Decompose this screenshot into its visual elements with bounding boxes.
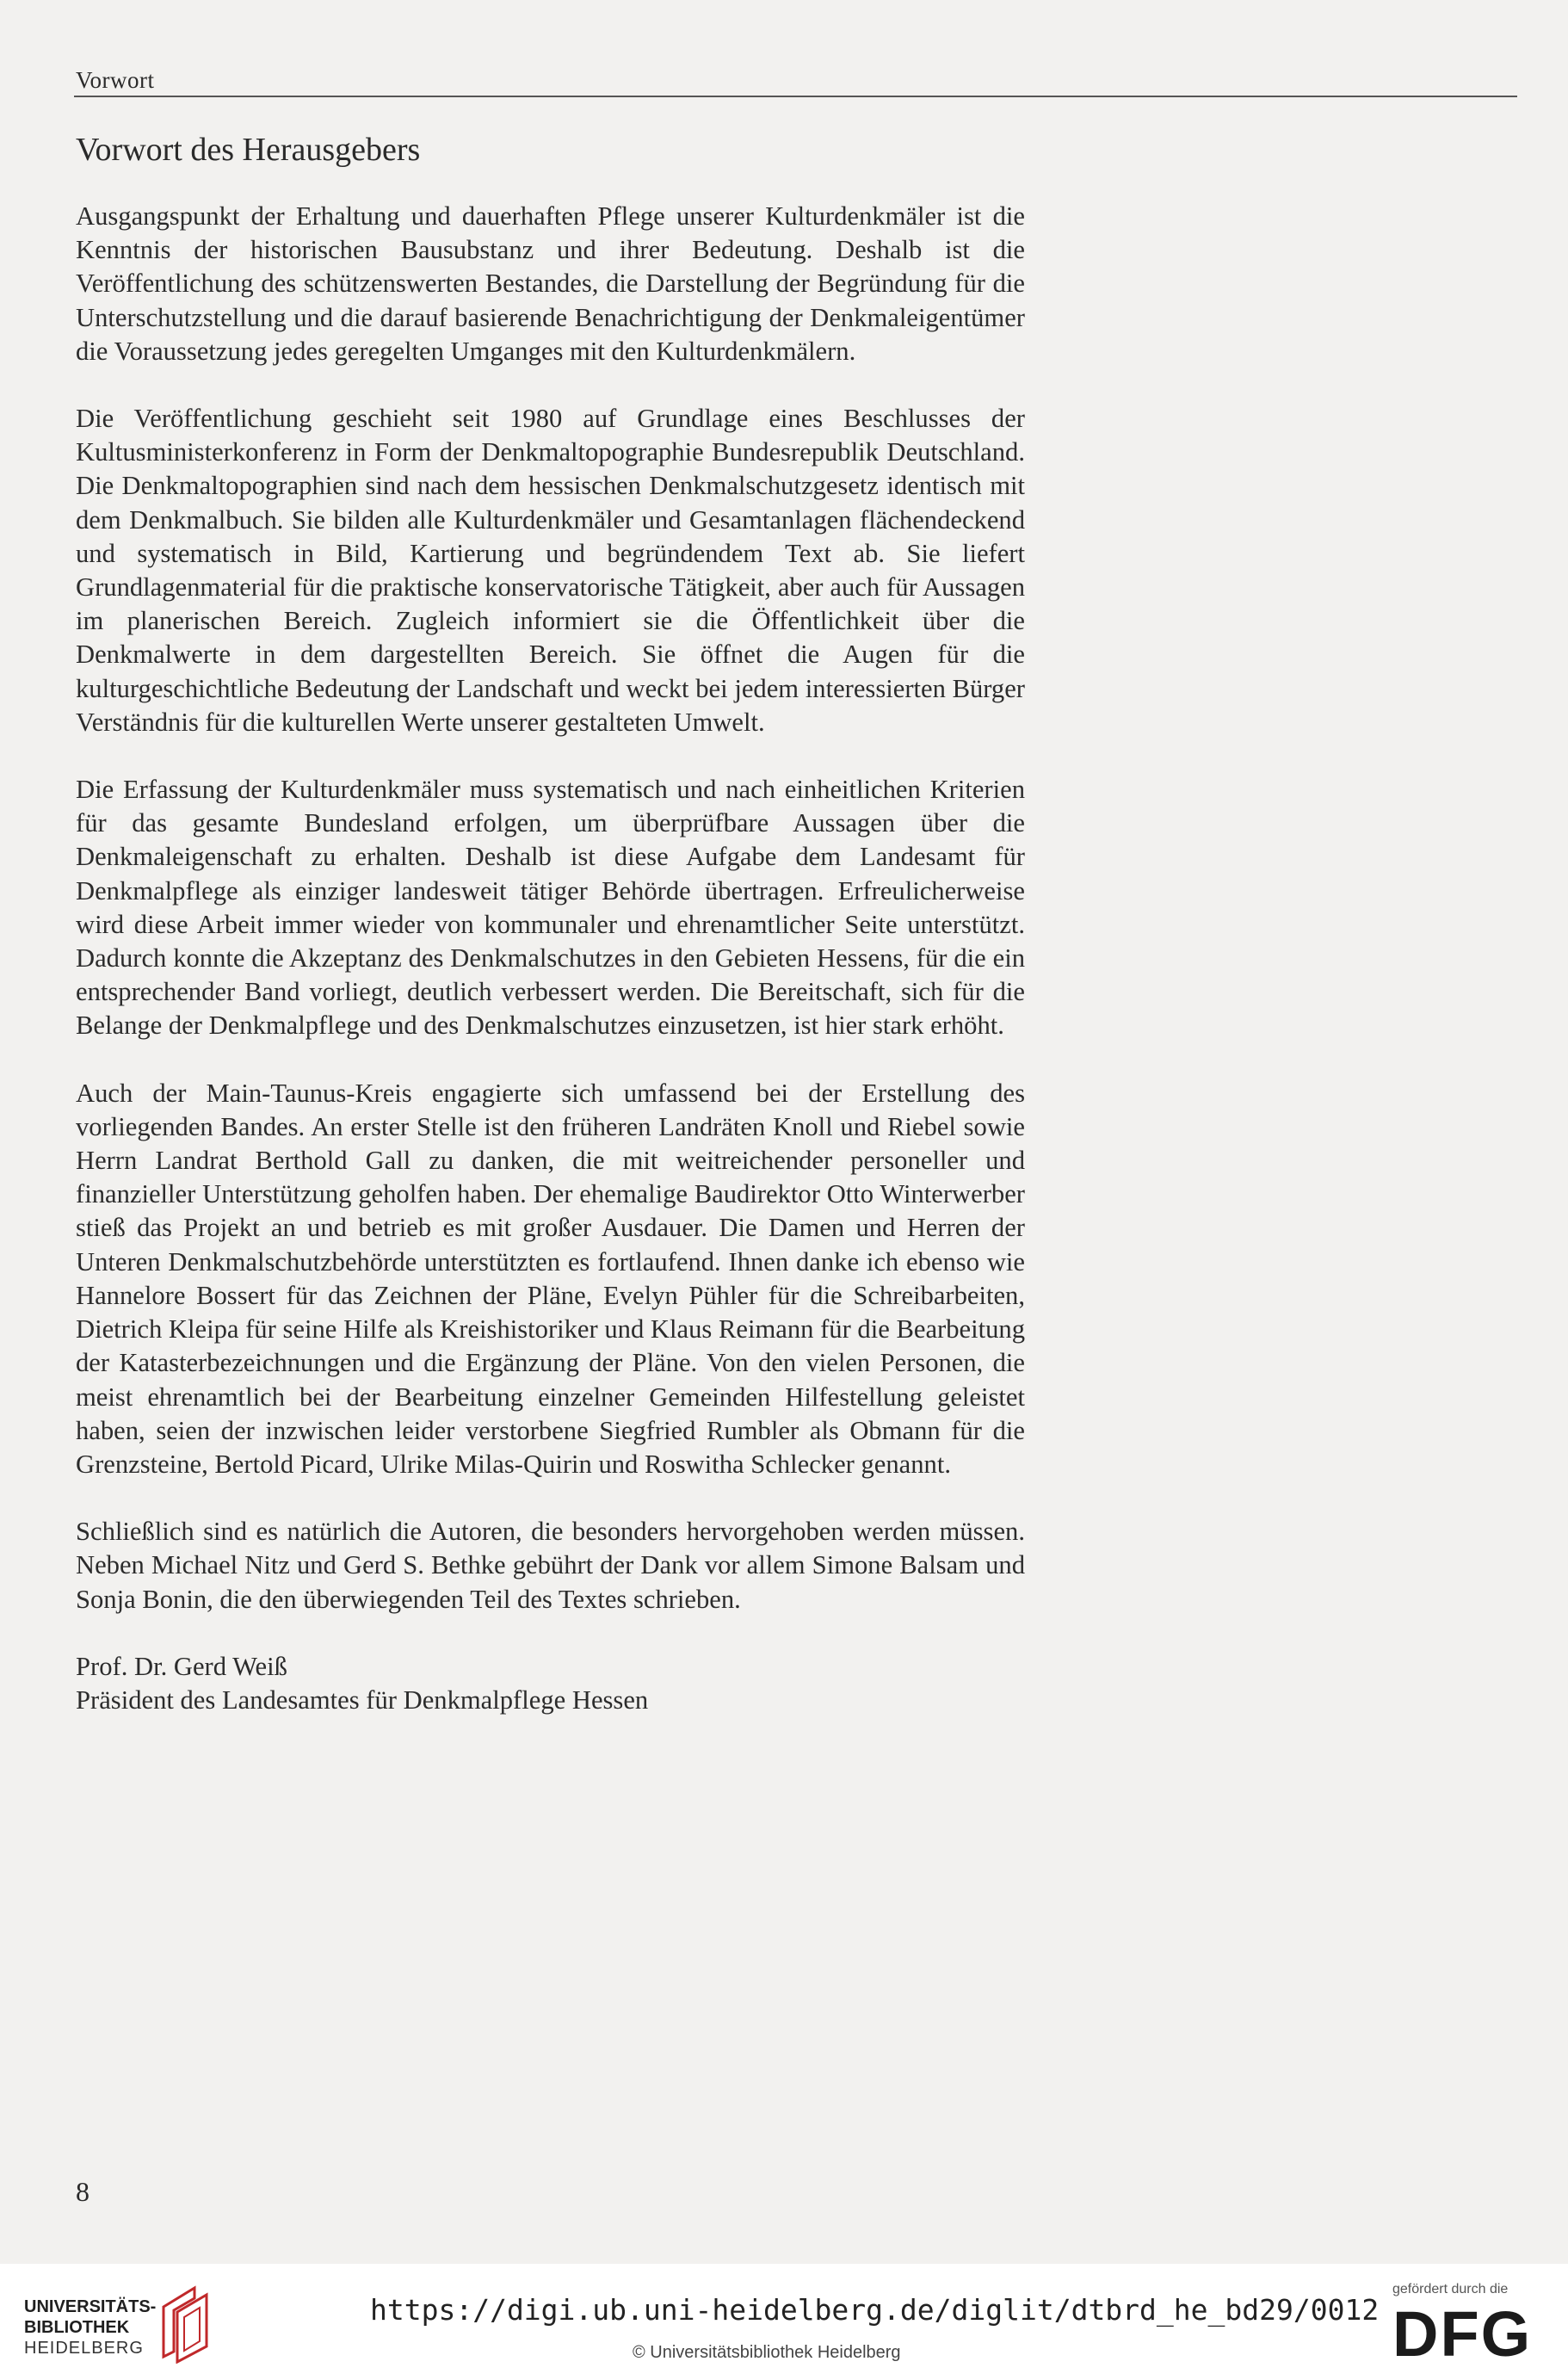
signature-role: Präsident des Landesamtes für Denkmalpflege Hessen xyxy=(76,1685,649,1715)
paragraph: Auch der Main-Taunus-Kreis engagierte sich umfassend bei der Erstellung des vorliegenden Bandes. An erster Stelle ist den früheren Landräten Knoll und Riebel sowie Herrn Landrat Berthold Gall zu danken, die mit weitreichender personeller und finanzieller Unterstützung geholfen haben. Der ehemalige Baudirektor Otto Winterwerber stieß das Projekt an und betrieb es mit großer Ausdauer. Die Damen und Herren der Unteren Denkmalschutzbehörde unterstützten es fortlaufend. Ihnen danke ich ebenso wie Hannelore Bossert für das Zeichnen der Pläne, Evelyn Pühler für die Schreibarbeiten, Dietrich Kleipa für seine Hilfe als Kreishistoriker und Klaus Reimann für die Bearbeitung der Katasterbezeichnungen und die Ergänzung der Pläne. Von den vielen Personen, die meist ehrenamtlich bei der Bearbeitung einzelner Gemeinden Hilfestellung geleistet haben, seien der inzwischen leider verstorbene Siegfried Rumbler als Obmann für die Grenzsteine, Bertold Picard, Ulrike Milas-Quirin und Roswitha Schlecker genannt. xyxy=(76,1078,1025,1479)
library-logo-text[interactable] xyxy=(24,2297,156,2358)
library-name-line1: UNIVERSITÄTS- xyxy=(24,2297,157,2316)
signature-block xyxy=(76,1650,1025,1717)
body-text xyxy=(76,200,1025,1717)
paragraph: Schließlich sind es natürlich die Autoren, die besonders hervorgehoben werden müssen. Neben Michael Nitz und Gerd S. Bethke gebührt der Dank vor allem Simone Balsam und Sonja Bonin, die den überwiegenden Teil des Textes schrieben. xyxy=(76,1517,1025,1614)
library-name-line3: HEIDELBERG xyxy=(24,2339,144,2358)
page-number: 8 xyxy=(76,2176,90,2207)
library-logo-icon xyxy=(155,2281,217,2364)
permalink-url[interactable]: https://digi.ub.uni-heidelberg.de/diglit/dtbrd_he_bd29/0012 xyxy=(370,2293,1380,2327)
page-title: Vorwort des Herausgebers xyxy=(76,132,421,168)
copyright-notice: © Universitätsbibliothek Heidelberg xyxy=(633,2343,901,2362)
header-rule xyxy=(74,96,1517,97)
funder-tagline: gefördert durch die xyxy=(1392,2282,1509,2297)
library-name-line2: BIBLIOTHEK xyxy=(24,2318,130,2337)
paragraph: Ausgangspunkt der Erhaltung und dauerhaften Pflege unserer Kulturdenkmäler ist die Kenntnis der historischen Bausubstanz und ihrer Bedeutung. Deshalb ist die Veröffentlichung des schützenswerten Bestandes, die Darstellung der Begründung für die Unterschutzstellung und die darauf basierende Benachrichtigung der Denkmaleigentümer die Voraussetzung jedes geregelten Umganges mit den Kulturdenkmälern. xyxy=(76,201,1025,366)
running-head: Vorwort xyxy=(76,67,155,93)
signature-name: Prof. Dr. Gerd Weiß xyxy=(76,1651,287,1681)
paragraph: Die Erfassung der Kulturdenkmäler muss systematisch und nach einheitlichen Kriterien für das gesamte Bundesland erfolgen, um überprüfbare Aussagen über die Denkmaleigenschaft zu erhalten. Deshalb ist diese Aufgabe dem Landesamt für Denkmalpflege als einziger landesweit tätiger Behörde übertragen. Erfreulicherweise wird diese Arbeit immer wieder von kommunaler und ehrenamtlicher Seite unterstützt. Dadurch konnte die Akzeptanz des Denkmalschutzes in den Gebieten Hessens, für die ein entsprechender Band vorliegt, deutlich verbessert werden. Die Bereitschaft, sich für die Belange der Denkmalpflege und des Denkmalschutzes einzusetzen, ist hier stark erhöht. xyxy=(76,775,1025,1041)
dfg-logo[interactable]: DFG xyxy=(1392,2298,1533,2370)
paragraph: Die Veröffentlichung geschieht seit 1980 auf Grundlage eines Beschlusses der Kultusministerkonferenz in Form der Denkmaltopographie Bundesrepublik Deutschland. Die Denkmaltopographien sind nach dem hessischen Denkmalschutzgesetz identisch mit dem Denkmalbuch. Sie bilden alle Kulturdenkmäler und Gesamtanlagen flächendeckend und systematisch in Bild, Kartierung und begründendem Text ab. Sie liefert Grundlagenmaterial für die praktische konservatorische Tätigkeit, aber auch für Aussagen im planerischen Bereich. Zugleich informiert sie die Öffentlichkeit über die Denkmalwerte in dem dargestellten Bereich. Sie öffnet die Augen für die kulturgeschichtliche Bedeutung der Landschaft und weckt bei jedem interessierten Bürger Verständnis für die kulturellen Werte unserer gestalteten Umwelt. xyxy=(76,404,1025,737)
